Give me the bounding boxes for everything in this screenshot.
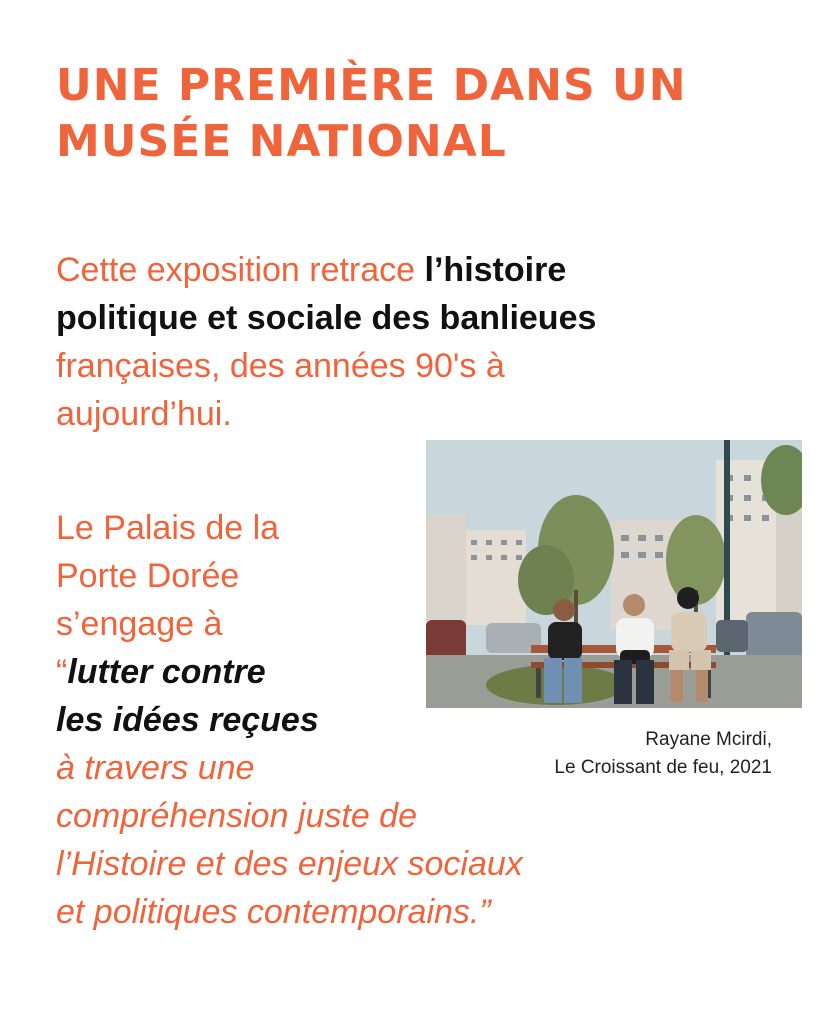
intro-line-3: françaises, des années 90's à xyxy=(56,347,505,385)
intro-paragraph xyxy=(56,246,776,438)
page-title xyxy=(56,58,776,170)
engagement-line-1: Le Palais de la xyxy=(56,509,280,547)
intro-bold-1: l’histoire xyxy=(424,251,567,289)
quote-bold-1: lutter contre xyxy=(67,653,266,691)
engagement-line-2: Porte Dorée xyxy=(56,557,240,595)
intro-text-1: Cette exposition retrace xyxy=(56,251,425,289)
engagement-line-3: s’engage à xyxy=(56,605,223,643)
photo-illustration xyxy=(426,440,802,708)
intro-line-1 xyxy=(56,246,776,294)
quote-bold-2: les idées reçues xyxy=(56,701,319,739)
quote-open-mark: “ xyxy=(56,653,68,691)
exhibition-photo xyxy=(426,440,802,708)
photo-caption xyxy=(554,726,772,782)
caption-artist: Rayane Mcirdi, xyxy=(645,729,772,750)
title-line-2: MUSÉE NATIONAL xyxy=(56,116,507,167)
engagement-line-8: l’Histoire et des enjeux sociaux xyxy=(56,845,523,883)
intro-bold-2: politique et sociale des banlieues xyxy=(56,299,597,337)
caption-work: Le Croissant de feu, 2021 xyxy=(554,757,772,778)
engagement-line-6: à travers une xyxy=(56,749,255,787)
intro-line-2 xyxy=(56,294,776,342)
title-line-1: UNE PREMIÈRE DANS UN xyxy=(56,60,687,111)
engagement-line-7: compréhension juste de xyxy=(56,797,418,835)
intro-line-4: aujourd’hui. xyxy=(56,395,232,433)
engagement-line-9: et politiques contemporains.” xyxy=(56,893,491,931)
